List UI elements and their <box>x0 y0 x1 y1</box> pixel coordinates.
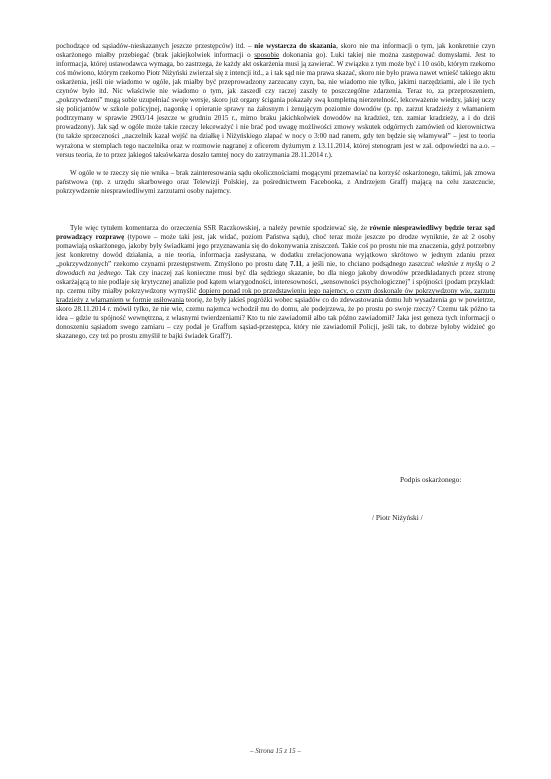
signature-label: Podpis oskarżonego: <box>400 475 462 484</box>
p1-text-a: pochodzące od sąsiadów-nieskazanych jeszcze przestępców) itd. – <box>56 42 255 50</box>
p3-italic-phrase: właśnie z myślą o 2 dowodach na jednego <box>56 259 495 277</box>
page-footer: – Strona 15 z 15 – <box>250 747 301 755</box>
p3-text-i: teorię, że były jakieś pogróżki wobec sąsiadów co do zdewastowania domu lub wysadzenia go w powietrze, skoro 28.11.2014 r. mówił tylko, że nie wie, czemu najemca wchodził mu do domu, ale podejrzewa, że po prostu po swoje rzeczy? Czemu tak późno ta idea – gdzie tu spójność wewnętrzna, z własnymi twierdzeniami? Kto tu nie zawiadomił albo tak późno zawiadomił? Jaka jest geneza tych informacji o donoszeniu sąsiadom swego zamiaru – czy podał je Graffom sąsiad-przestępca, który nie zawiadomił Policji, jeśli tak, to dobrze byłoby widzieć go skazanego, czy też po prostu zmyślił te bajki świadek Graff?). <box>56 296 495 341</box>
p3-bold-phrase: równie niesprawiedliwy będzie teraz sąd prowadzący rozprawę <box>56 223 496 241</box>
paragraph-3 <box>56 224 495 342</box>
p3-underlined-phrase: dopiero ponad rok po przedstawieniu jego najemcy, o czym doskonale ów pokrzywdzony wie, zarzutu kradzieży z włamaniem w formie usiłowania <box>56 287 495 305</box>
p1-bold-phrase: nie wystarcza do skazania <box>254 42 337 50</box>
p3-text-g: . Tak czy inaczej zaś konieczne musi być dla sędziego skazanie, bo dla niego jakoby dowodów przedkładanych przez stronę oskarżającą to nie podlaje się krytycznej analizie pod kątem wiarygodności, interesowności, „sensowności psychologicznej” i spójności (podam przykład: np. czemu niby miałby pokrzywdzony wymyślić <box>56 268 495 296</box>
p3-bold-date: 7.11 <box>290 259 303 268</box>
signature-name: / Piotr Niżyński / <box>372 513 423 522</box>
paragraph-1 <box>56 42 495 160</box>
paragraph-2: W ogóle w te rzeczy się nie wnika – brak zainteresowania sądu okolicznościami mogącymi przemawiać na korzyść oskarżonego, takimi, jak zmowa państwowa (np. z urzędu skarbowego oraz Telewizji Polskiej, za pośrednictwem Facebooka, z Andrzejem Graff) mającą na celu zaszczucie, pokrzywdzenie niesprawiedliwymi zarzutami osoby najemcy. <box>56 168 495 195</box>
p3-text-e: , a jeśli nie, to chciano podsądnego zaszczuć <box>302 259 437 268</box>
p3-text-c: (typowe – może taki jest, jak widać, poziom Państwa sądu), choć teraz może jeszcze po drodze wyniknie, że aż 2 osoby pomawiają oskarżonego, jakoby były świadkami jego przyznawania się do dokonywania zniszczeń. Takie coś po prostu nie ma znaczenia, gdyż potrzebny jest konkretny dowód działania, a nie teoria, informacja zasłyszana, w dodatku zrelacjonowana wyjątkowo skrótowo w jednym zdaniu przez „pokrzywdzonych” rzekomo czynami przestępstwem. Zmyślono po prostu datę <box>56 232 496 268</box>
p1-text-e: dokonania go). Luki takiej nie można zastępować domysłami. Jest to informacja, której ustawodawca wymaga, bo zastrzega, że każdy akt oskarżenia musi ją zawierać. W związku z tym może być i 10 osób, którym rzekomo coś mówiono, którym rzekomo Piotr Niżyński zwierzał się z intencji itd., a i tak sąd nie ma prawa skazać, skoro nie było prawa nawet wnieść takiego aktu oskarżenia, jeśli nie wiadomo w ogóle, jak miałby być przeprowadzony zarzucany czyn, ba, nie wiadomo nie tylko, jakimi narzędziami, ale i ile tych czynów było itd. Nic właściwie nie wiadomo o tym, jak zaszedł czy raczej zaszły te poszczególne zdarzenia. Teraz to, za przeproszeniem, „pokrzywdzeni” mogą sobie uzupełniać swoje wersje, skoro już organy ścigania pokazały swą kompletną nierzetelność, lekceważenie wiedzy, jakiej uczy się policjantów w szkole policyjnej, nagonkę i opieranie sprawy na żałosnym i żenującym poziomie dowodów (p. np. zarzut kradzieży z włamaniem podtrzymany w sprawie 2903/14 jeszcze w grudniu 2015 r., mimo braku jakichkolwiek dowodów na kradzież, tzn. zamiar kradzieży, a i do dziś prowadzony). Jak sąd w ogóle może takie rzeczy lekceważyć i nie brać pod uwagę możliwości zmowy wskutek odgórnych zamówień od kierownictwa (tu także sprzeczności „naczelnik kazał wejść na działkę i Niżyńskiego złapać w nocy o 3:00 nad ranem, gdy ten będzie się włamywał” – jest to teoria wyrażona w stemplach tego naczelnika oraz w rozmowie nagranej z oficerem dyżurnym z 13.11.2014, której stenogram jest w zał. odpowiedzi na a.o. – versus teoria, że to przez jakiegoś taksówkarza doszło tamtej nocy do zatrzymania 28.11.2014 r.). <box>56 51 495 159</box>
p3-text-a: Tyle więc tytułem komentarza do orzeczenia SSR Raczkowskiej, a należy pewnie spodziewać się, że <box>70 223 370 232</box>
p1-underlined-word: sposobie <box>254 51 280 60</box>
p1-text-c: , skoro nie ma informacji o tym, jak konkretnie czyn oskarżonego miałby przebiegać (brak jakiejkolwiek informacji o <box>56 42 495 60</box>
